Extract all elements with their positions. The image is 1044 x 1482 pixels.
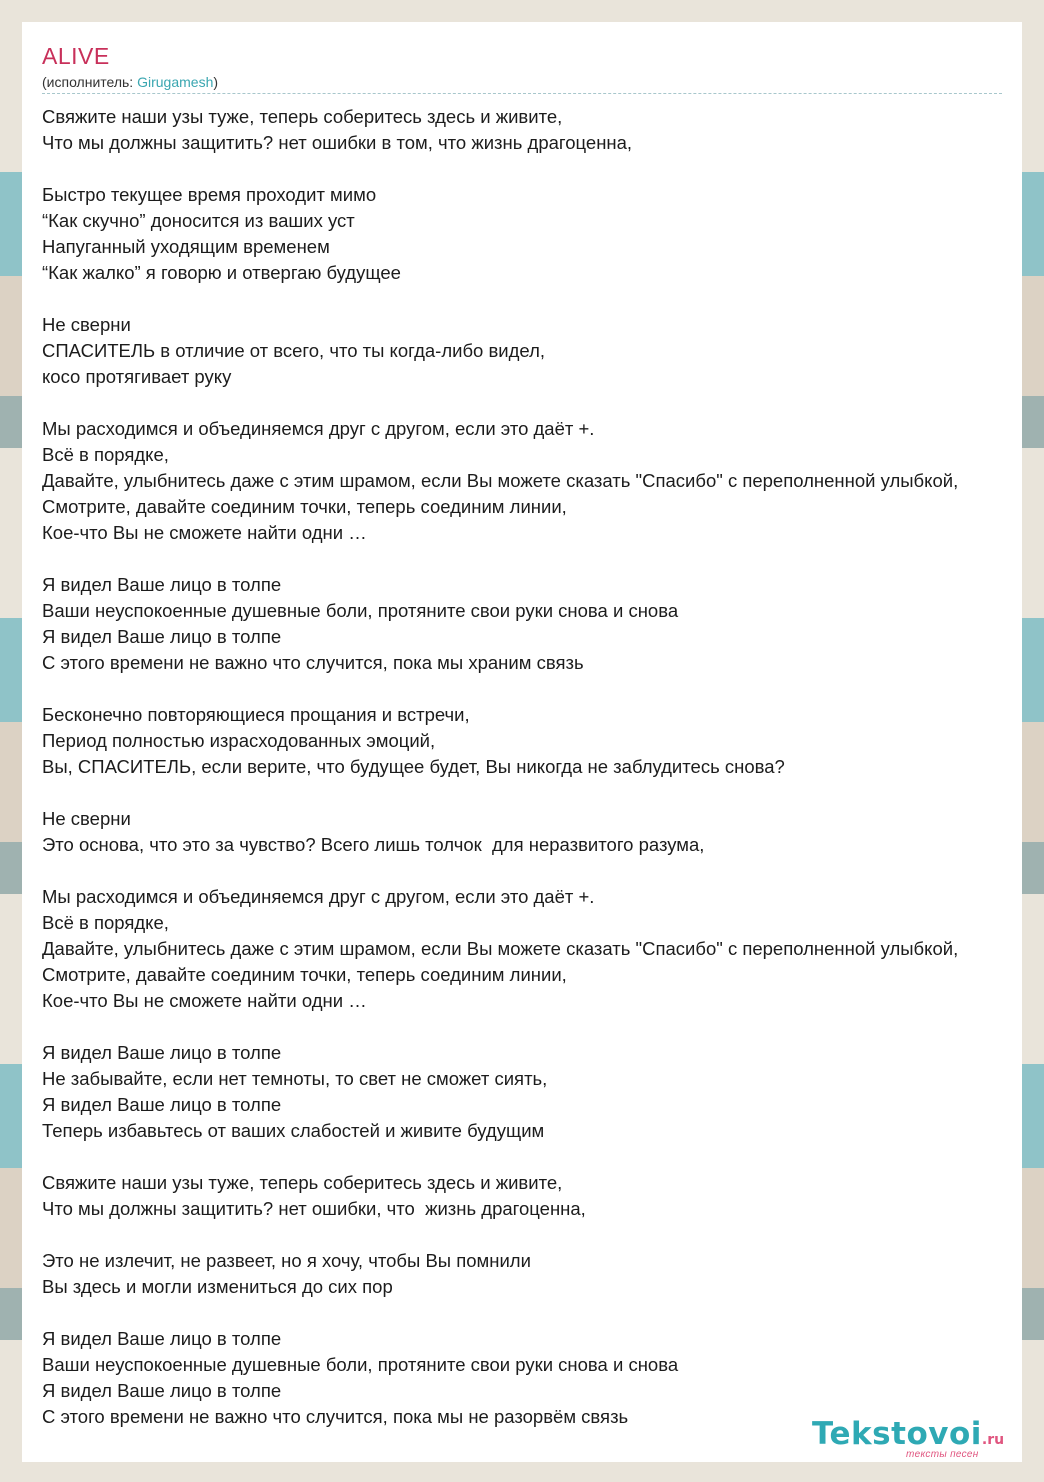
lyric-line: Теперь избавьтесь от ваших слабостей и живите будущим — [42, 1120, 545, 1141]
lyric-line: Период полностью израсходованных эмоций, — [42, 730, 436, 751]
lyric-line: Всё в порядке, — [42, 912, 169, 933]
stanza-break — [42, 546, 1044, 572]
lyric-line: Давайте, улыбнитесь даже с этим шрамом, если Вы можете сказать "Спасибо" с переполненной улыбкой, — [42, 470, 959, 491]
lyric-line: Не забывайте, если нет темноты, то свет не сможет сиять, — [42, 1068, 548, 1089]
stanza-break — [42, 1222, 1044, 1248]
artist-line — [42, 73, 218, 91]
logo-tagline: тексты песен — [906, 1449, 979, 1460]
lyric-line: “Как скучно” доносится из ваших уст — [42, 210, 355, 231]
lyric-line: Я видел Ваше лицо в толпе — [42, 1042, 282, 1063]
lyric-line: Ваши неуспокоенные душевные боли, протяните свои руки снова и снова — [42, 1354, 679, 1375]
lyric-line: Мы расходимся и объединяемся друг с другом, если это даёт +. — [42, 418, 595, 439]
lyric-line: Вы здесь и могли измениться до сих пор — [42, 1276, 393, 1297]
stanza-break — [42, 156, 1044, 182]
lyric-line: Это не излечит, не развеет, но я хочу, чтобы Вы помнили — [42, 1250, 531, 1271]
lyric-line: Не сверни — [42, 808, 131, 829]
artist-prefix: (исполнитель: — [42, 74, 138, 90]
header-divider — [42, 93, 1002, 94]
stanza-break — [42, 286, 1044, 312]
lyric-line: Мы расходимся и объединяемся друг с другом, если это даёт +. — [42, 886, 595, 907]
stanza-break — [42, 1014, 1044, 1040]
lyric-line: Что мы должны защитить? нет ошибки в том, что жизнь драгоценна, — [42, 132, 633, 153]
lyrics-body — [42, 104, 1044, 1430]
lyric-line: Кое-что Вы не сможете найти одни … — [42, 990, 367, 1011]
stanza-break — [42, 858, 1044, 884]
lyric-line: Я видел Ваше лицо в толпе — [42, 626, 282, 647]
lyric-line: Что мы должны защитить? нет ошибки, что жизнь драгоценна, — [42, 1198, 586, 1219]
song-title: ALIVE — [42, 43, 110, 69]
lyric-line: Смотрите, давайте соединим точки, теперь соединим линии, — [42, 496, 567, 517]
lyric-line: Свяжите наши узы туже, теперь соберитесь здесь и живите, — [42, 106, 563, 127]
lyric-line: Быстро текущее время проходит мимо — [42, 184, 377, 205]
lyric-line: Ваши неуспокоенные душевные боли, протяните свои руки снова и снова — [42, 600, 679, 621]
lyric-line: Я видел Ваше лицо в толпе — [42, 1380, 282, 1401]
lyric-line: Всё в порядке, — [42, 444, 169, 465]
lyric-line: Я видел Ваше лицо в толпе — [42, 1328, 282, 1349]
lyric-line: Это основа, что это за чувство? Всего лишь толчок для неразвитого разума, — [42, 834, 705, 855]
lyric-line: Смотрите, давайте соединим точки, теперь соединим линии, — [42, 964, 567, 985]
lyric-line: Не сверни — [42, 314, 131, 335]
lyric-line: “Как жалко” я говорю и отвергаю будущее — [42, 262, 401, 283]
lyric-line: Бесконечно повторяющиеся прощания и встречи, — [42, 704, 470, 725]
stanza-break — [42, 780, 1044, 806]
lyric-line: С этого времени не важно что случится, пока мы не разорвём связь — [42, 1406, 629, 1427]
lyric-line: СПАСИТЕЛЬ в отличие от всего, что ты когда-либо видел, — [42, 340, 546, 361]
stanza-break — [42, 1144, 1044, 1170]
logo-tld: .ru — [981, 1432, 1005, 1448]
lyric-line: С этого времени не важно что случится, пока мы храним связь — [42, 652, 584, 673]
lyric-line: Вы, СПАСИТЕЛЬ, если верите, что будущее будет, Вы никогда не заблудитесь снова? — [42, 756, 785, 777]
lyric-line: Свяжите наши узы туже, теперь соберитесь здесь и живите, — [42, 1172, 563, 1193]
artist-link[interactable]: Girugamesh — [137, 74, 214, 90]
stanza-break — [42, 676, 1044, 702]
lyric-line: Давайте, улыбнитесь даже с этим шрамом, если Вы можете сказать "Спасибо" с переполненной улыбкой, — [42, 938, 959, 959]
lyric-line: Напуганный уходящим временем — [42, 236, 330, 257]
site-logo[interactable] — [812, 1416, 1022, 1466]
lyric-line: косо протягивает руку — [42, 366, 232, 387]
lyric-line: Я видел Ваше лицо в толпе — [42, 1094, 282, 1115]
lyric-line: Кое-что Вы не сможете найти одни … — [42, 522, 367, 543]
artist-suffix: ) — [213, 74, 219, 90]
stanza-break — [42, 1300, 1044, 1326]
lyric-line: Я видел Ваше лицо в толпе — [42, 574, 282, 595]
stanza-break — [42, 390, 1044, 416]
logo-brand: Tekstovoi — [812, 1416, 982, 1452]
